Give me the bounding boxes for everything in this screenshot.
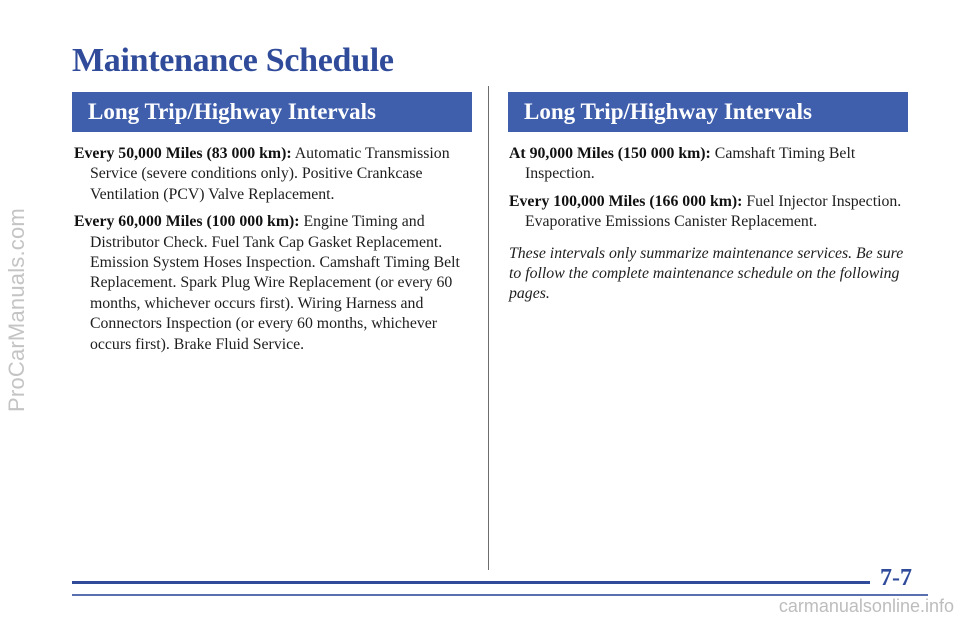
interval-text: Camshaft Timing Belt Inspection. [525, 145, 856, 183]
interval-text: Automatic Transmission Service (severe conditions only). Positive Crankcase Ventilation (PCV) Valve Replacement. [90, 145, 450, 203]
right-section-banner: Long Trip/Highway Intervals [508, 92, 908, 132]
interval-heading: Every 60,000 Miles (100 000 km): [74, 213, 300, 231]
interval-heading: Every 50,000 Miles (83 000 km): [74, 145, 292, 162]
page-number: 7-7 [880, 565, 912, 591]
interval-entry [509, 192, 919, 233]
interval-entry [509, 144, 919, 185]
column-divider [488, 86, 489, 570]
interval-text: Fuel Injector Inspection. Evaporative Emissions Canister Replacement. [525, 192, 902, 231]
summary-note: These intervals only summarize maintenance services. Be sure to follow the complete maintenance schedule on the following pages. [509, 244, 904, 303]
interval-heading: At 90,000 Miles (150 000 km): [509, 145, 711, 162]
watermark-left-text: ProCarManuals.com [4, 208, 30, 412]
watermark-carmanualsonline: carmanualsonline.info [778, 596, 954, 616]
right-column [509, 144, 919, 305]
page-title: Maintenance Schedule [72, 42, 394, 79]
watermark-procarmanuals [2, 10, 32, 610]
left-column [74, 144, 478, 362]
interval-entry [74, 212, 478, 355]
footer-rule-thick [72, 581, 870, 584]
left-section-banner: Long Trip/Highway Intervals [72, 92, 472, 132]
interval-heading: Every 100,000 Miles (166 000 km): [509, 192, 743, 210]
interval-text: Engine Timing and Distributor Check. Fuel Tank Cap Gasket Replacement. Emission System Hoses Inspection. Camshaft Timing Belt Replacement. Spark Plug Wire Replacement (or every 60 months, whichever occurs first). Wiring Harness and Connectors Inspection (or every 60 months, whichever occurs first). Brake Fluid Service. [90, 213, 460, 353]
interval-entry [74, 144, 478, 205]
